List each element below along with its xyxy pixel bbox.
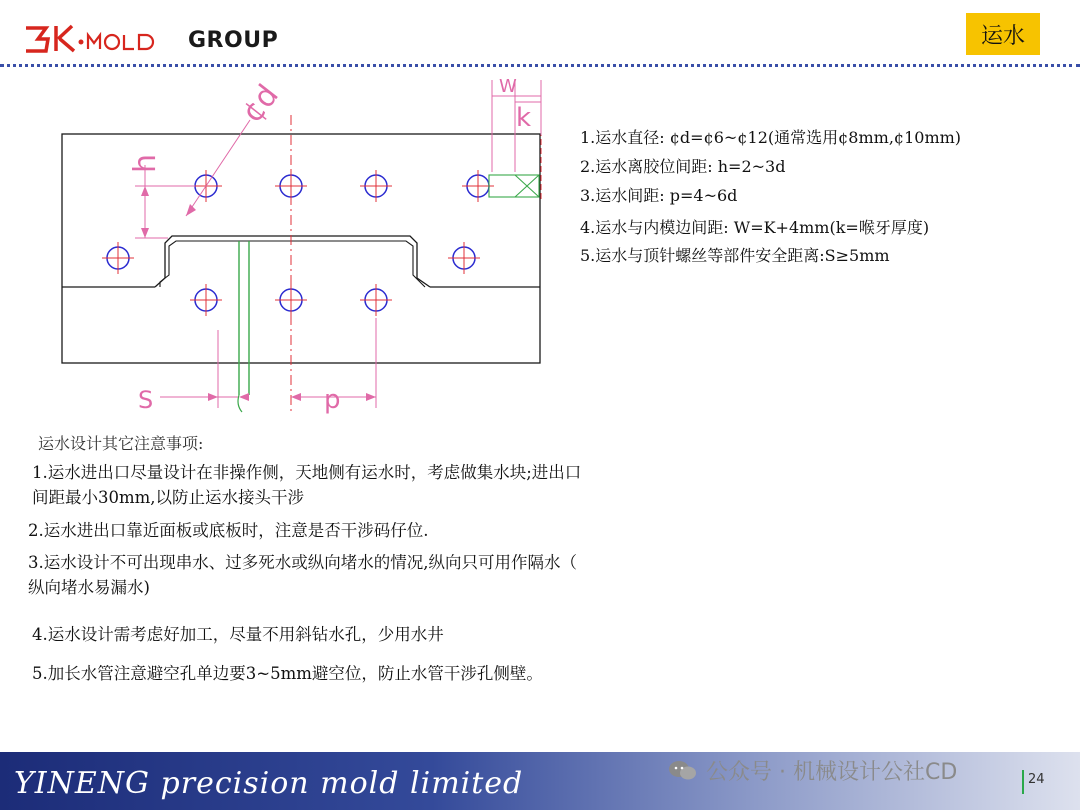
label-p: p xyxy=(324,385,341,415)
note-line: 3.运水设计不可出现串水、过多死水或纵向堵水的情况,纵向只可用作隔水（ xyxy=(28,553,577,572)
cooling-holes xyxy=(102,170,494,316)
dimension-arrows xyxy=(141,186,376,401)
wechat-icon xyxy=(668,759,698,781)
note-item xyxy=(28,550,577,600)
note-item xyxy=(32,661,543,686)
label-w: W xyxy=(499,76,517,97)
label-d: ¢d xyxy=(234,78,286,130)
logo-text: GROUP xyxy=(188,27,279,53)
topic-badge: 运水 xyxy=(966,13,1040,55)
note-line: 间距最小30mm,以防止运水接头干涉 xyxy=(32,488,305,507)
spec-item: 5.运水与顶针螺丝等部件安全距离:S≥5mm xyxy=(580,246,890,265)
watermark-text: 公众号 · 机械设计公社CD xyxy=(706,759,958,785)
footer-brand: YINENG precision mold limited xyxy=(14,766,524,801)
note-item xyxy=(28,518,429,543)
note-line: 4.运水设计需考虑好加工，尽量不用斜钻水孔，少用水井 xyxy=(32,625,444,644)
notes-title: 运水设计其它注意事项: xyxy=(38,434,204,453)
note-line: 5.加长水管注意避空孔单边要3~5mm避空位，防止水管干涉孔侧壁。 xyxy=(32,664,543,683)
cooling-hole xyxy=(360,170,392,202)
cooling-hole xyxy=(102,242,134,274)
watermark xyxy=(668,752,957,788)
label-h: h xyxy=(128,153,163,173)
spec-item: 4.运水与内模边间距: W=K+4mm(k=喉牙厚度) xyxy=(580,218,930,237)
thread-hatch xyxy=(489,175,539,197)
note-line: 2.运水进出口靠近面板或底板时，注意是否干涉码仔位. xyxy=(28,521,429,540)
spec-item: 2.运水离胶位间距: h=2~3d xyxy=(580,157,786,176)
cavity-outline xyxy=(155,236,430,287)
page-marker xyxy=(1022,770,1024,794)
label-k: k xyxy=(516,103,532,133)
dimension-lines xyxy=(135,80,541,408)
note-item xyxy=(32,622,444,647)
cooling-hole xyxy=(360,284,392,316)
cooling-hole xyxy=(275,170,307,202)
cooling-hole xyxy=(448,242,480,274)
cooling-hole xyxy=(190,284,222,316)
note-line: 纵向堵水易漏水) xyxy=(28,578,150,597)
label-s: S xyxy=(138,386,154,414)
cooling-hole xyxy=(275,284,307,316)
spec-item: 1.运水直径: ¢d=¢6~¢12(通常选用¢8mm,¢10mm) xyxy=(580,128,962,147)
page-number: 24 xyxy=(1028,772,1045,787)
spec-item: 3.运水间距: p=4~6d xyxy=(580,186,738,205)
note-line: 1.运水进出口尽量设计在非操作侧，天地侧有运水时，考虑做集水块;进出口 xyxy=(32,463,582,482)
note-item xyxy=(32,460,581,510)
